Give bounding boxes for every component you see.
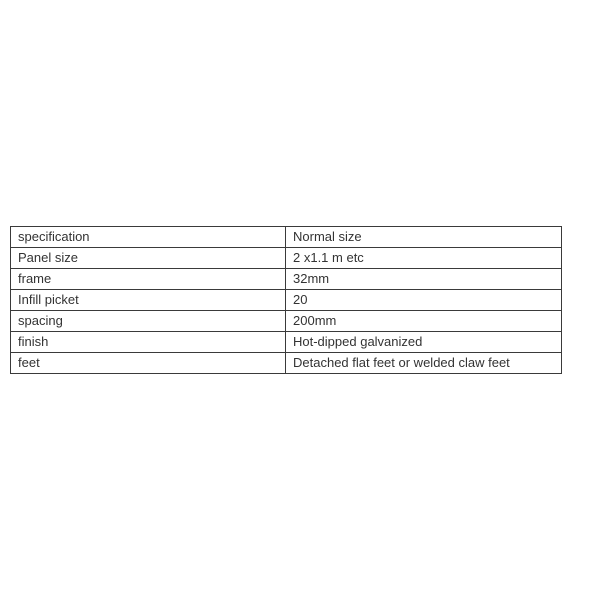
row-label: specification <box>11 227 286 248</box>
row-label: finish <box>11 332 286 353</box>
row-label: spacing <box>11 311 286 332</box>
row-value: 200mm <box>286 311 562 332</box>
row-value: 32mm <box>286 269 562 290</box>
table-row <box>11 248 562 269</box>
table-row <box>11 353 562 374</box>
row-value: Normal size <box>286 227 562 248</box>
table-row <box>11 332 562 353</box>
row-value: 20 <box>286 290 562 311</box>
table-row <box>11 227 562 248</box>
row-value: 2 x1.1 m etc <box>286 248 562 269</box>
row-value: Detached flat feet or welded claw feet <box>286 353 562 374</box>
table-row <box>11 269 562 290</box>
row-label: Infill picket <box>11 290 286 311</box>
row-label: Panel size <box>11 248 286 269</box>
table-row <box>11 290 562 311</box>
row-label: frame <box>11 269 286 290</box>
row-label: feet <box>11 353 286 374</box>
specification-table <box>10 226 562 374</box>
table-row <box>11 311 562 332</box>
row-value: Hot-dipped galvanized <box>286 332 562 353</box>
